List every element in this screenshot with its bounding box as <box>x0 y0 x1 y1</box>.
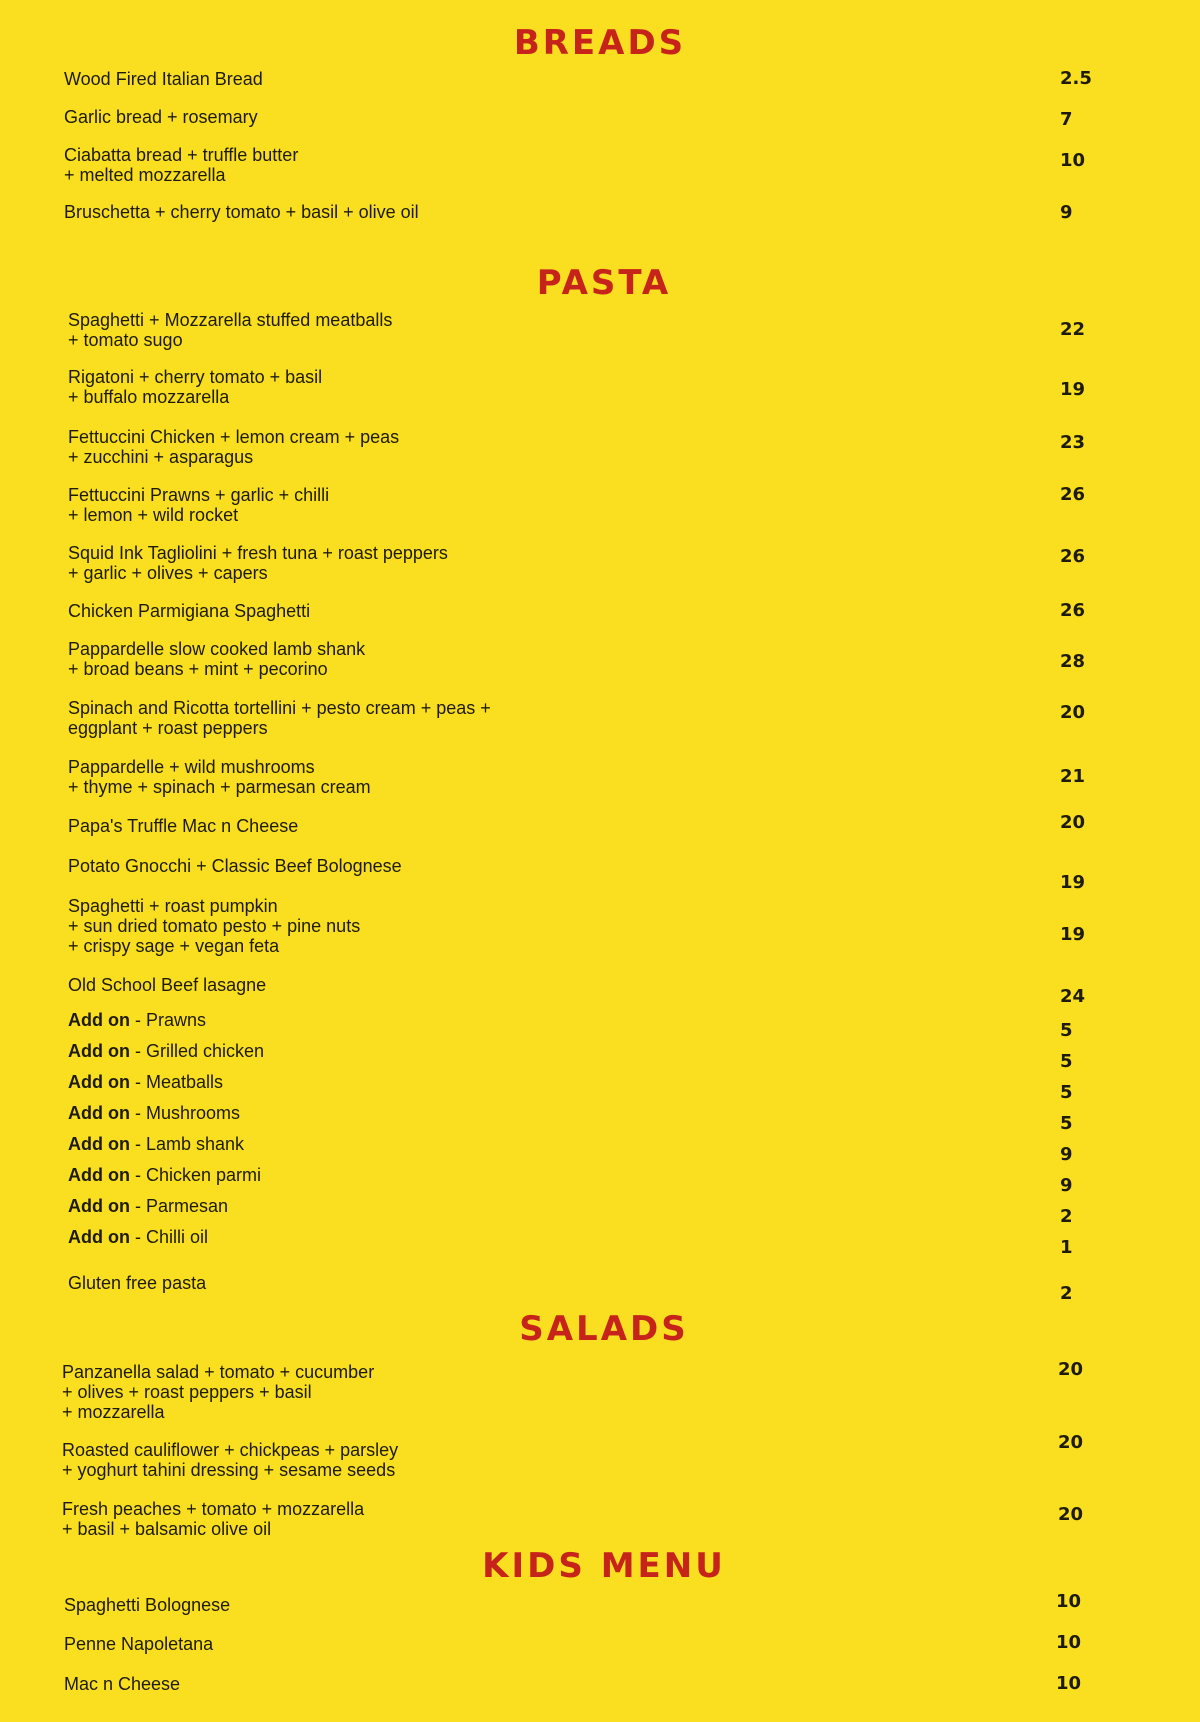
item-price: 5 <box>1060 1113 1073 1134</box>
addon-name: - Prawns <box>129 1010 207 1030</box>
addon-label: Add on <box>68 1196 130 1216</box>
addon-item <box>68 1165 261 1185</box>
item-line: + crispy sage + vegan feta <box>68 936 280 956</box>
item-line: + sun dried tomato pesto + pine nuts <box>68 916 361 936</box>
item-price: 28 <box>1060 651 1086 672</box>
addon-item <box>68 1041 264 1061</box>
item-line: + basil + balsamic olive oil <box>62 1519 272 1539</box>
item-line: Penne Napoletana <box>64 1634 214 1654</box>
menu-item <box>68 698 491 738</box>
addon-item <box>68 1196 228 1216</box>
menu-item <box>64 1634 213 1654</box>
item-price: 26 <box>1060 546 1086 567</box>
addon-name: - Parmesan <box>129 1196 229 1216</box>
section-title-pasta: PASTA <box>536 263 672 303</box>
item-price: 5 <box>1060 1020 1073 1041</box>
item-line: + thyme + spinach + parmesan cream <box>68 777 371 797</box>
item-price: 5 <box>1060 1082 1073 1103</box>
item-price: 20 <box>1058 1359 1084 1380</box>
item-price: 26 <box>1060 484 1086 505</box>
menu-item <box>62 1362 374 1422</box>
item-price: 21 <box>1060 766 1086 787</box>
item-price: 2 <box>1060 1283 1073 1304</box>
menu-item <box>64 1674 180 1694</box>
item-price: 23 <box>1060 432 1086 453</box>
item-line: + buffalo mozzarella <box>68 387 230 407</box>
item-price: 9 <box>1060 1175 1073 1196</box>
item-line: Spaghetti + Mozzarella stuffed meatballs <box>68 310 393 330</box>
item-line: eggplant + roast peppers <box>68 718 268 738</box>
item-line: Fresh peaches + tomato + mozzarella <box>62 1499 365 1519</box>
menu-item <box>64 69 263 89</box>
addon-item <box>68 1010 206 1030</box>
addon-name: - Grilled chicken <box>129 1041 265 1061</box>
addon-item <box>68 1103 240 1123</box>
item-line: Fettuccini Prawns + garlic + chilli <box>68 485 330 505</box>
addon-label: Add on <box>68 1165 130 1185</box>
item-line: + melted mozzarella <box>64 165 226 185</box>
item-price: 9 <box>1060 202 1073 223</box>
item-price: 20 <box>1060 812 1086 833</box>
item-line: Bruschetta + cherry tomato + basil + olive oil <box>64 202 419 222</box>
menu-item <box>68 427 399 467</box>
item-price: 20 <box>1058 1504 1084 1525</box>
item-price: 9 <box>1060 1144 1073 1165</box>
menu-item <box>68 896 360 956</box>
item-price: 20 <box>1058 1432 1084 1453</box>
addon-item <box>68 1134 244 1154</box>
item-line: Squid Ink Tagliolini + fresh tuna + roast peppers <box>68 543 448 563</box>
item-price: 10 <box>1056 1673 1082 1694</box>
item-line: Roasted cauliflower + chickpeas + parsley <box>62 1440 399 1460</box>
item-line: Old School Beef lasagne <box>68 975 267 995</box>
item-line: Fettuccini Chicken + lemon cream + peas <box>68 427 400 447</box>
item-price: 10 <box>1060 150 1086 171</box>
menu-item <box>68 485 329 525</box>
item-price: 5 <box>1060 1051 1073 1072</box>
item-line: Chicken Parmigiana Spaghetti <box>68 601 311 621</box>
menu-item <box>68 856 402 876</box>
item-line: + olives + roast peppers + basil <box>62 1382 312 1402</box>
item-line: + broad beans + mint + pecorino <box>68 659 328 679</box>
item-line: + yoghurt tahini dressing + sesame seeds <box>62 1460 396 1480</box>
addon-label: Add on <box>68 1134 130 1154</box>
item-line: Spinach and Ricotta tortellini + pesto cream + peas + <box>68 698 491 718</box>
item-price: 26 <box>1060 600 1086 621</box>
item-line: Potato Gnocchi + Classic Beef Bolognese <box>68 856 402 876</box>
item-price: 19 <box>1060 872 1086 893</box>
menu-item <box>68 1273 206 1293</box>
menu-item <box>64 1595 230 1615</box>
menu-item <box>68 757 371 797</box>
addon-item <box>68 1072 223 1092</box>
section-title-kids-menu: KIDS MENU <box>482 1546 726 1586</box>
item-line: Mac n Cheese <box>64 1674 181 1694</box>
item-line: + tomato sugo <box>68 330 183 350</box>
item-price: 1 <box>1060 1237 1073 1258</box>
item-line: + garlic + olives + capers <box>68 563 268 583</box>
addon-label: Add on <box>68 1041 130 1061</box>
menu-item <box>68 601 310 621</box>
addon-name: - Mushrooms <box>129 1103 241 1123</box>
menu-item <box>62 1440 398 1480</box>
menu-item <box>68 310 392 350</box>
item-price: 19 <box>1060 924 1086 945</box>
addon-label: Add on <box>68 1010 130 1030</box>
addon-name: - Lamb shank <box>129 1134 245 1154</box>
item-line: Spaghetti Bolognese <box>64 1595 231 1615</box>
section-title-salads: SALADS <box>519 1309 689 1349</box>
menu-item <box>64 107 258 127</box>
item-line: Rigatoni + cherry tomato + basil <box>68 367 323 387</box>
item-line: Wood Fired Italian Bread <box>64 69 263 89</box>
addon-name: - Chilli oil <box>129 1227 208 1247</box>
item-line: Spaghetti + roast pumpkin <box>68 896 278 916</box>
item-price: 2 <box>1060 1206 1073 1227</box>
menu-item <box>64 202 419 222</box>
menu-item <box>68 975 266 995</box>
menu-item <box>68 639 365 679</box>
item-line: Panzanella salad + tomato + cucumber <box>62 1362 375 1382</box>
item-price: 10 <box>1056 1632 1082 1653</box>
item-line: Gluten free pasta <box>68 1273 207 1293</box>
item-price: 20 <box>1060 702 1086 723</box>
addon-item <box>68 1227 208 1247</box>
menu-item <box>68 367 322 407</box>
item-price: 19 <box>1060 379 1086 400</box>
addon-label: Add on <box>68 1227 130 1247</box>
addon-name: - Chicken parmi <box>129 1165 262 1185</box>
item-line: Papa's Truffle Mac n Cheese <box>68 816 299 836</box>
item-line: Pappardelle + wild mushrooms <box>68 757 315 777</box>
item-line: Ciabatta bread + truffle butter <box>64 145 299 165</box>
item-price: 22 <box>1060 319 1086 340</box>
item-price: 10 <box>1056 1591 1082 1612</box>
item-line: Garlic bread + rosemary <box>64 107 258 127</box>
item-line: Pappardelle slow cooked lamb shank <box>68 639 366 659</box>
addon-label: Add on <box>68 1072 130 1092</box>
section-title-breads: BREADS <box>513 23 687 63</box>
addon-label: Add on <box>68 1103 130 1123</box>
item-price: 2.5 <box>1060 68 1092 89</box>
menu-item <box>68 816 298 836</box>
item-line: + mozzarella <box>62 1402 165 1422</box>
menu-item <box>68 543 448 583</box>
item-line: + lemon + wild rocket <box>68 505 239 525</box>
item-price: 24 <box>1060 986 1086 1007</box>
menu-item <box>64 145 298 185</box>
item-line: + zucchini + asparagus <box>68 447 254 467</box>
addon-name: - Meatballs <box>129 1072 224 1092</box>
item-price: 7 <box>1060 109 1073 130</box>
menu-item <box>62 1499 364 1539</box>
